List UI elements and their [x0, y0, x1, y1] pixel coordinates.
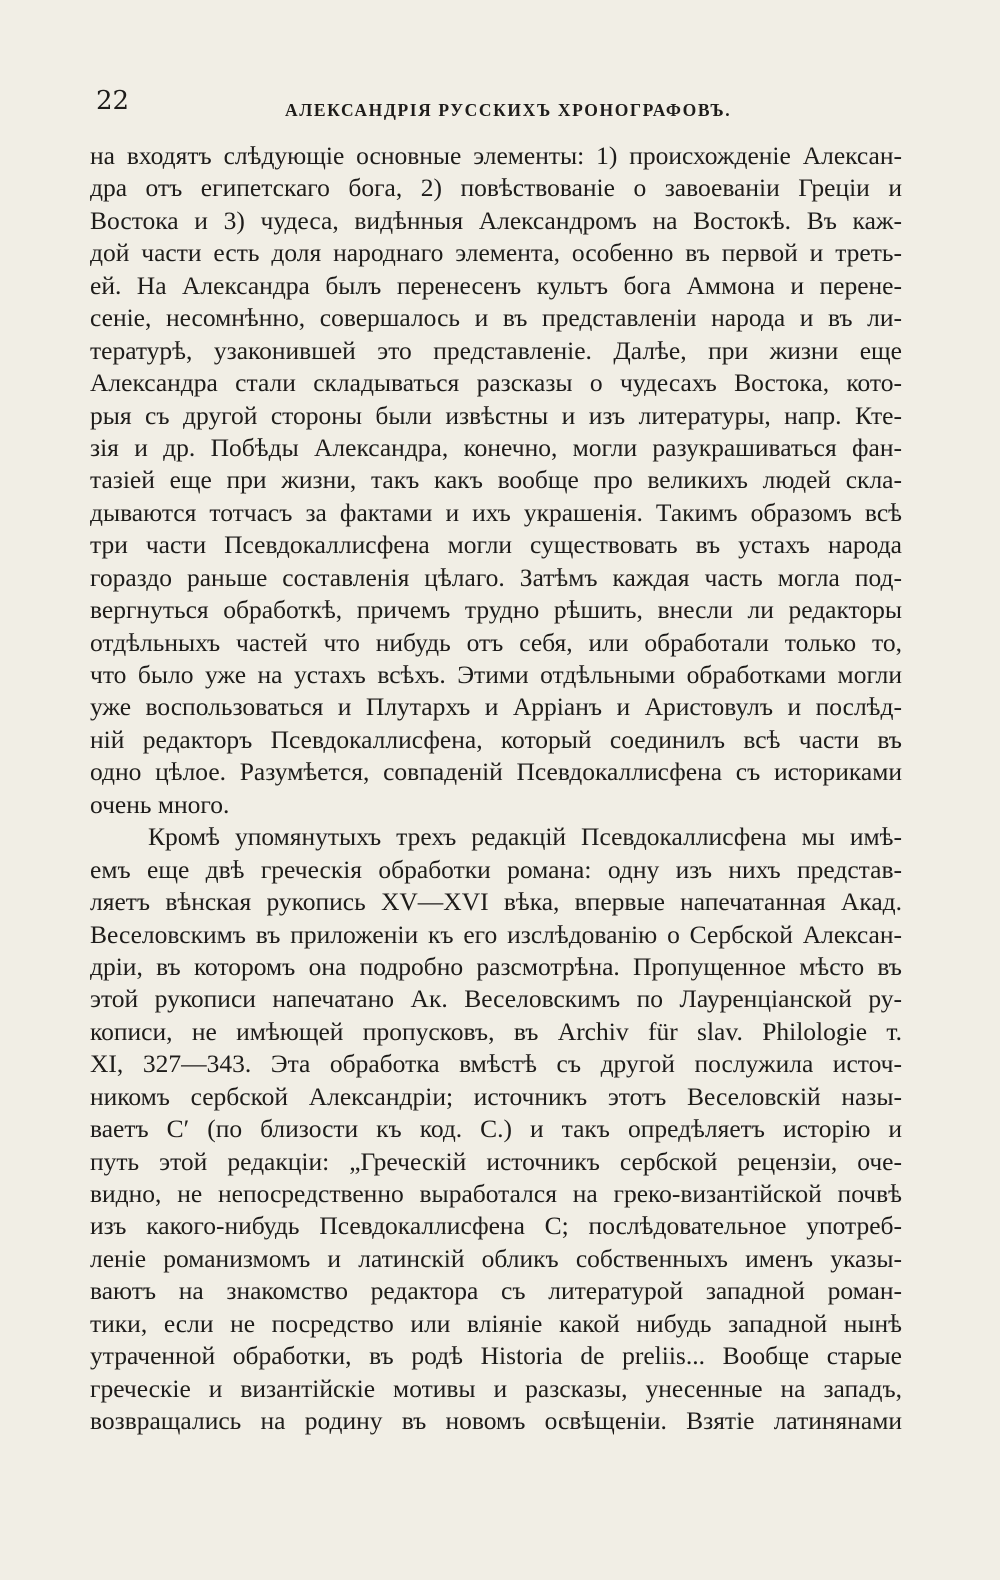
text-line: тики, если не посредство или вліяніе какой нибудь западной нынѣ [90, 1308, 902, 1338]
text-line: что было уже на устахъ всѣхъ. Этими отдѣльными обработками могли [90, 660, 902, 689]
text-line: дой части есть доля народнаго элемента, особенно въ первой и треть- [90, 238, 902, 268]
text-line: Кромѣ упомянутыхъ трехъ редакцій Псевдокаллисфена мы имѣ- [148, 822, 902, 852]
text-line: леніе романизмомъ и латинскій обликъ собственныхъ именъ указы- [90, 1243, 902, 1273]
text-line: уже воспользоваться и Плутархъ и Арріанъ и Аристовулъ и послѣд- [90, 692, 902, 722]
text-line: сеніе, несомнѣнно, совершалось и въ представленіи народа и въ ли- [90, 303, 902, 333]
page-number: 22 [96, 86, 130, 116]
text-line: очень много. [90, 789, 230, 819]
text-line: Александра стали складываться разсказы о чудесахъ Востока, кото- [90, 368, 902, 398]
text-line: этой рукописи напечатано Ак. Веселовскимъ по Лауренціанской ру- [90, 984, 902, 1014]
text-line: ляетъ вѣнская рукопись XV—XVI вѣка, впервые напечатанная Акад. [90, 887, 902, 917]
text-line: дріи, въ которомъ она подробно разсмотрѣна. Пропущенное мѣсто въ [90, 951, 902, 981]
text-line: емъ еще двѣ греческія обработки романа: одну изъ нихъ представ- [90, 854, 902, 884]
text-line: ваетъ C′ (по близости къ код. C.) и такъ опредѣляетъ исторію и [90, 1114, 902, 1144]
text-line: ній редакторъ Псевдокаллисфена, который соединилъ всѣ части въ [90, 724, 902, 754]
body-text [90, 140, 902, 1438]
text-line: греческіе и византійскіе мотивы и разсказы, унесенные на западъ, [90, 1373, 902, 1403]
text-line: кописи, не имѣющей пропусковъ, въ Archiv für slav. Philologie т. [90, 1016, 902, 1046]
text-line: Веселовскимъ въ приложеніи къ его изслѣдованію о Сербской Алексан- [90, 919, 902, 949]
text-line: дываются тотчасъ за фактами и ихъ украшенія. Такимъ образомъ всѣ [90, 497, 902, 527]
text-line: путь этой редакціи: „Греческій источникъ сербской рецензіи, оче- [90, 1146, 902, 1176]
paragraph [90, 140, 902, 821]
text-line: тературѣ, узаконившей это представленіе. Далѣе, при жизни еще [90, 335, 902, 365]
text-line: утраченной обработки, въ родѣ Historia de preliis... Вообще старые [90, 1341, 902, 1371]
text-line: видно, не непосредственно выработался на греко-византійской почвѣ [90, 1179, 902, 1208]
text-line: зія и др. Побѣды Александра, конечно, могли разукрашиваться фан- [90, 432, 902, 462]
text-line: вергнуться обработкѣ, причемъ трудно рѣшить, внесли ли редакторы [90, 595, 902, 625]
paragraph [90, 821, 902, 1437]
text-line: ей. На Александра былъ перенесенъ культъ бога Аммона и перене- [90, 270, 902, 300]
text-line: одно цѣлое. Разумѣется, совпаденій Псевдокаллисфена съ историками [90, 757, 902, 787]
text-line: рыя съ другой стороны были извѣстны и изъ литературы, напр. Ктe- [90, 400, 902, 430]
text-line: никомъ сербской Александріи; источникъ этотъ Веселовскій назы- [90, 1081, 902, 1111]
text-line: на входятъ слѣдующіе основные элементы: 1) происхожденіе Алексан- [90, 141, 902, 170]
text-line: Востока и 3) чудеса, видѣнныя Александромъ на Востокѣ. Въ каж- [90, 205, 902, 235]
text-line: тазіей еще при жизни, такъ какъ вообще про великихъ людей скла- [90, 465, 902, 495]
running-title: АЛЕКСАНДРІЯ РУССКИХЪ ХРОНОГРАФОВЪ. [285, 100, 732, 120]
text-line: три части Псевдокаллисфена могли существовать въ устахъ народа [90, 530, 902, 560]
text-line: дра отъ египетскаго бога, 2) повѣствованіе о завоеваніи Греціи и [90, 173, 902, 203]
text-line: изъ какого-нибудь Псевдокаллисфена C; послѣдовательное употреб- [90, 1211, 902, 1241]
text-line: отдѣльныхъ частей что нибудь отъ себя, или обработали только то, [90, 627, 902, 657]
text-line: XI, 327—343. Эта обработка вмѣстѣ съ другой послужила источ- [90, 1049, 902, 1079]
text-line: возвращались на родину въ новомъ освѣщеніи. Взятіе латинянами [90, 1406, 902, 1436]
text-line: ваютъ на знакомство редактора съ литературой западной роман- [90, 1276, 902, 1306]
page-header [90, 86, 920, 126]
text-line: гораздо раньше составленія цѣлаго. Затѣмъ каждая часть могла под- [90, 562, 902, 592]
